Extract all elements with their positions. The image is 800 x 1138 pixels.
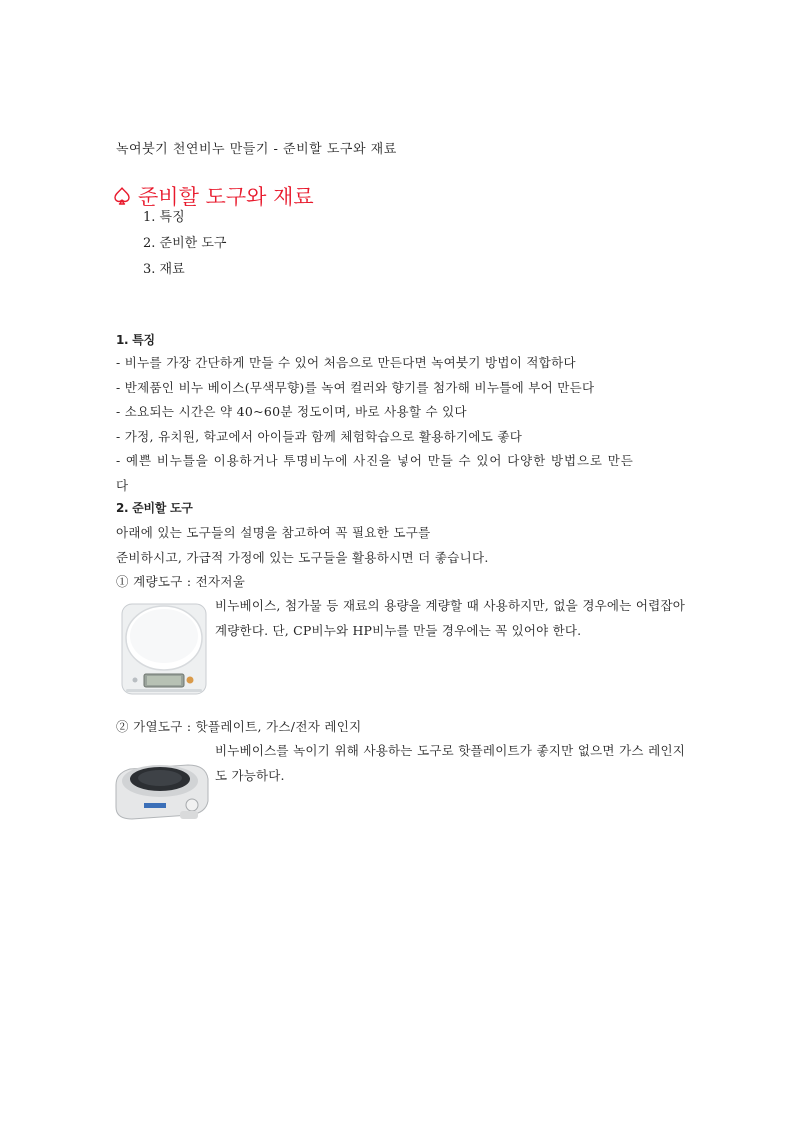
toc-item[interactable]: 2. 준비한 도구 [143,236,227,251]
section-heading-text: 준비할 도구와 재료 [138,185,314,209]
feature-line: - 가정, 유치원, 학교에서 아이들과 함께 체험학습으로 활용하기에도 좋다 [116,428,523,444]
toc-item[interactable]: 3. 재료 [143,262,185,277]
toc-item[interactable]: 1. 특징 [143,210,185,225]
feature-line: - 비누를 가장 간단하게 만들 수 있어 처음으로 만든다면 녹여붓기 방법이 적합하다 [116,355,576,370]
tools-intro-line: 아래에 있는 도구들의 설명을 참고하여 꼭 필요한 도구를 [116,525,431,540]
feature-line: - 소요되는 시간은 약 40~60분 정도이며, 바로 사용할 수 있다 [116,404,467,419]
hot-plate-image [110,745,212,825]
document-title: 녹여붓기 천연비누 만들기 - 준비할 도구와 재료 [116,142,397,157]
tool-item-scale [215,594,685,643]
tools-section [116,499,688,595]
feature-line: - 예쁜 비누틀을 이용하거나 투명비누에 사진을 넣어 만들 수 있어 다양한 방법으로 만든 [116,453,634,468]
section-heading [114,181,314,211]
tool-description: 비누베이스를 녹이기 위해 사용하는 도구로 핫플레이트가 좋지만 없으면 가스 레인지도 가능하다. [215,743,685,783]
tool-label-heating: ② 가열도구 : 핫플레이트, 가스/전자 레인지 [116,719,362,734]
tool-description: 비누베이스, 첨가물 등 재료의 용량을 계량할 때 사용하지만, 없을 경우에는 어렵잡아 계량한다. 단, CP비누와 HP비누를 만들 경우에는 꼭 있어야 한다. [215,598,685,638]
tool-item-heating [215,739,685,788]
feature-line: - 반제품인 비누 베이스(무색무향)를 녹여 컬러와 향기를 첨가해 비누틀에 부어 만든다 [116,379,595,395]
tool-label-scale: ① 계량도구 : 전자저울 [116,574,246,589]
tools-heading: 2. 준비할 도구 [116,501,193,515]
tools-intro-line: 준비하시고, 가급적 가정에 있는 도구들을 활용하시면 더 좋습니다. [116,549,489,565]
feature-line: 다 [116,477,129,493]
features-section [116,331,688,498]
tool-heating-header [116,715,688,740]
features-heading: 1. 특징 [116,333,155,347]
spade-outline-icon [114,187,130,205]
electronic-scale-image [118,594,210,698]
table-of-contents [143,208,226,286]
